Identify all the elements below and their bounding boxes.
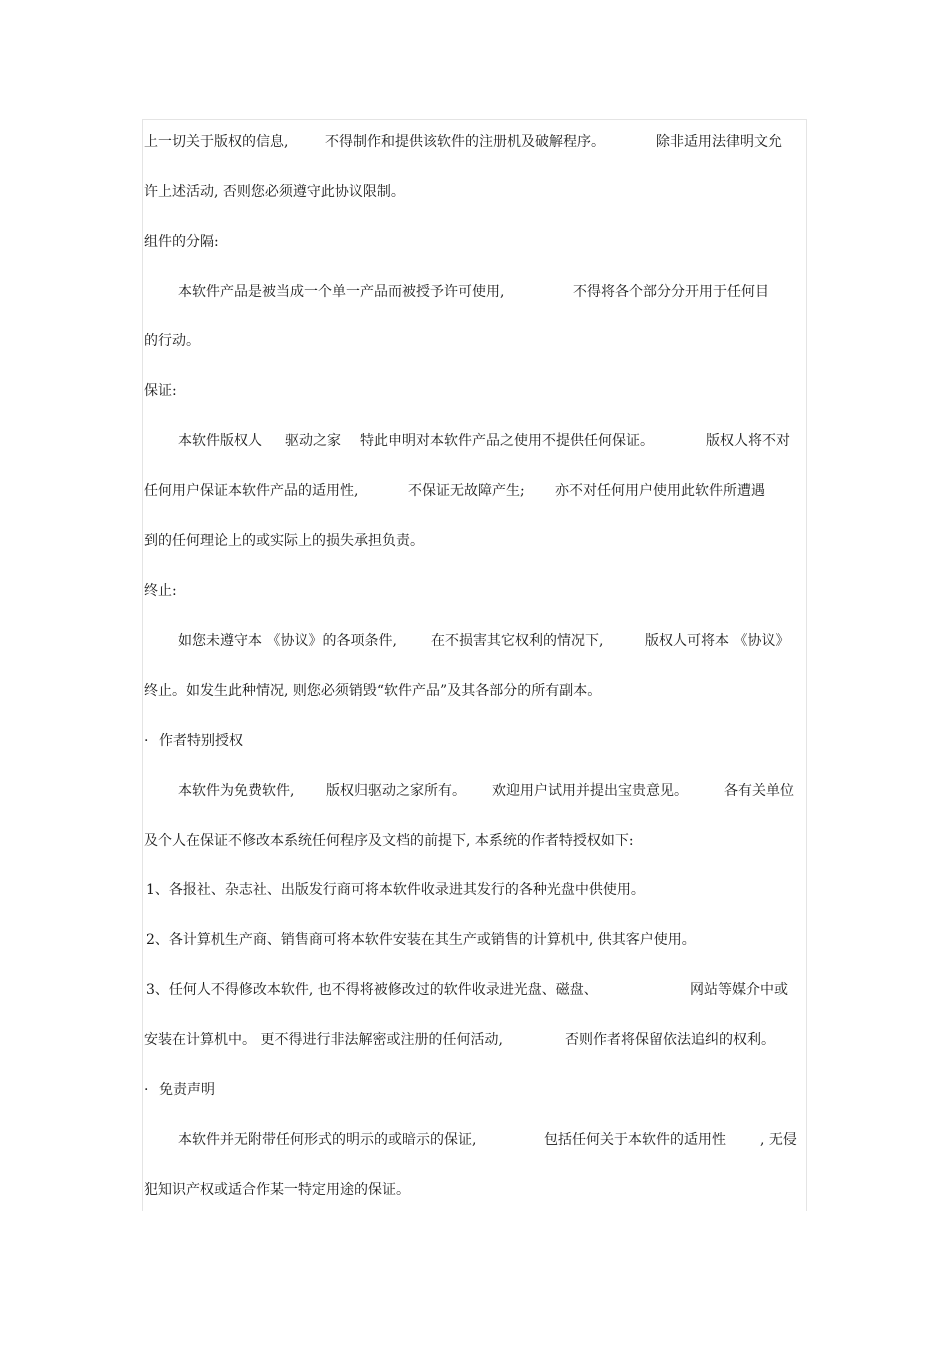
list-item [144, 927, 806, 953]
text-segment: 终止。如发生此种情况, 则您必须销毁“软件产品”及其各部分的所有副本。 [144, 683, 602, 699]
text-line [144, 279, 806, 305]
text-segment: 免责声明 [159, 1082, 215, 1098]
section-heading [144, 578, 806, 604]
text-line [144, 1177, 806, 1203]
text-line [144, 1027, 806, 1053]
text-line [144, 129, 806, 155]
text-segment: 欢迎用户试用并提出宝贵意见。 [492, 783, 688, 799]
text-segment: 各有关单位 [724, 783, 794, 799]
text-line [144, 478, 806, 504]
section-heading [144, 728, 806, 754]
text-segment: 终止: [144, 583, 177, 599]
text-segment: 1、各报社、杂志社、出版发行商可将本软件收录进其发行的各种光盘中供使用。 [146, 882, 645, 898]
section-heading [144, 1077, 806, 1103]
text-line [144, 778, 806, 804]
text-segment: 组件的分隔: [144, 234, 219, 250]
text-segment: 到的任何理论上的或实际上的损失承担负责。 [144, 533, 424, 549]
text-segment: 版权归驱动之家所有。 [326, 783, 466, 799]
text-segment: 否则作者将保留依法追纠的权利。 [565, 1032, 775, 1048]
section-heading [144, 378, 806, 404]
text-segment: 除非适用法律明文允 [656, 134, 782, 150]
text-segment: 包括任何关于本软件的适用性 [544, 1132, 726, 1148]
text-segment: 上一切关于版权的信息, [144, 134, 289, 150]
section-heading [144, 229, 806, 255]
text-line [144, 528, 806, 554]
text-segment: 网站等媒介中或 [690, 982, 788, 998]
text-line [144, 828, 806, 854]
text-segment: 本软件并无附带任何形式的明示的或暗示的保证, [178, 1132, 477, 1148]
list-item [144, 877, 806, 903]
text-segment: 保证: [144, 383, 177, 399]
text-line [144, 179, 806, 205]
text-segment: 犯知识产权或适合作某一特定用途的保证。 [144, 1182, 410, 1198]
text-segment: 安装在计算机中。 更不得进行非法解密或注册的任何活动, [144, 1032, 503, 1048]
text-line [144, 678, 806, 704]
text-segment: 如您未遵守本 《协议》的各项条件, [178, 633, 397, 649]
bullet: · [144, 733, 149, 749]
text-segment: 在不损害其它权利的情况下, [431, 633, 604, 649]
bullet: · [144, 1082, 149, 1098]
text-segment: 不得制作和提供该软件的注册机及破解程序。 [325, 134, 605, 150]
text-segment: , 无侵 [760, 1132, 797, 1148]
text-segment: 的行动。 [144, 333, 200, 349]
text-segment: 驱动之家 [285, 433, 341, 449]
text-segment: 任何用户保证本软件产品的适用性, [144, 483, 359, 499]
text-segment: 及个人在保证不修改本系统任何程序及文档的前提下, 本系统的作者特授权如下: [144, 833, 634, 849]
text-segment: 本软件为免费软件, [178, 783, 295, 799]
text-segment: 本软件版权人 [178, 433, 262, 449]
text-line [144, 628, 806, 654]
text-line [144, 428, 806, 454]
text-segment: 3、任何人不得修改本软件, 也不得将被修改过的软件收录进光盘、磁盘、 [146, 982, 598, 998]
text-segment: 版权人将不对 [706, 433, 790, 449]
text-segment: 许上述活动, 否则您必须遵守此协议限制。 [144, 184, 405, 200]
text-segment: 本软件产品是被当成一个单一产品而被授予许可使用, [178, 284, 505, 300]
text-segment: 不得将各个部分分开用于任何目 [573, 284, 769, 300]
text-line [144, 1127, 806, 1153]
text-segment: 版权人可将本 《协议》 [645, 633, 790, 649]
text-segment: 特此申明对本软件产品之使用不提供任何保证。 [360, 433, 654, 449]
text-segment: 2、各计算机生产商、销售商可将本软件安装在其生产或销售的计算机中, 供其客户使用。 [146, 932, 696, 948]
text-segment: 不保证无故障产生; [408, 483, 525, 499]
text-line [144, 328, 806, 354]
list-item [144, 977, 806, 1003]
text-segment: 作者特别授权 [159, 733, 243, 749]
text-segment: 亦不对任何用户使用此软件所遭遇 [555, 483, 765, 499]
